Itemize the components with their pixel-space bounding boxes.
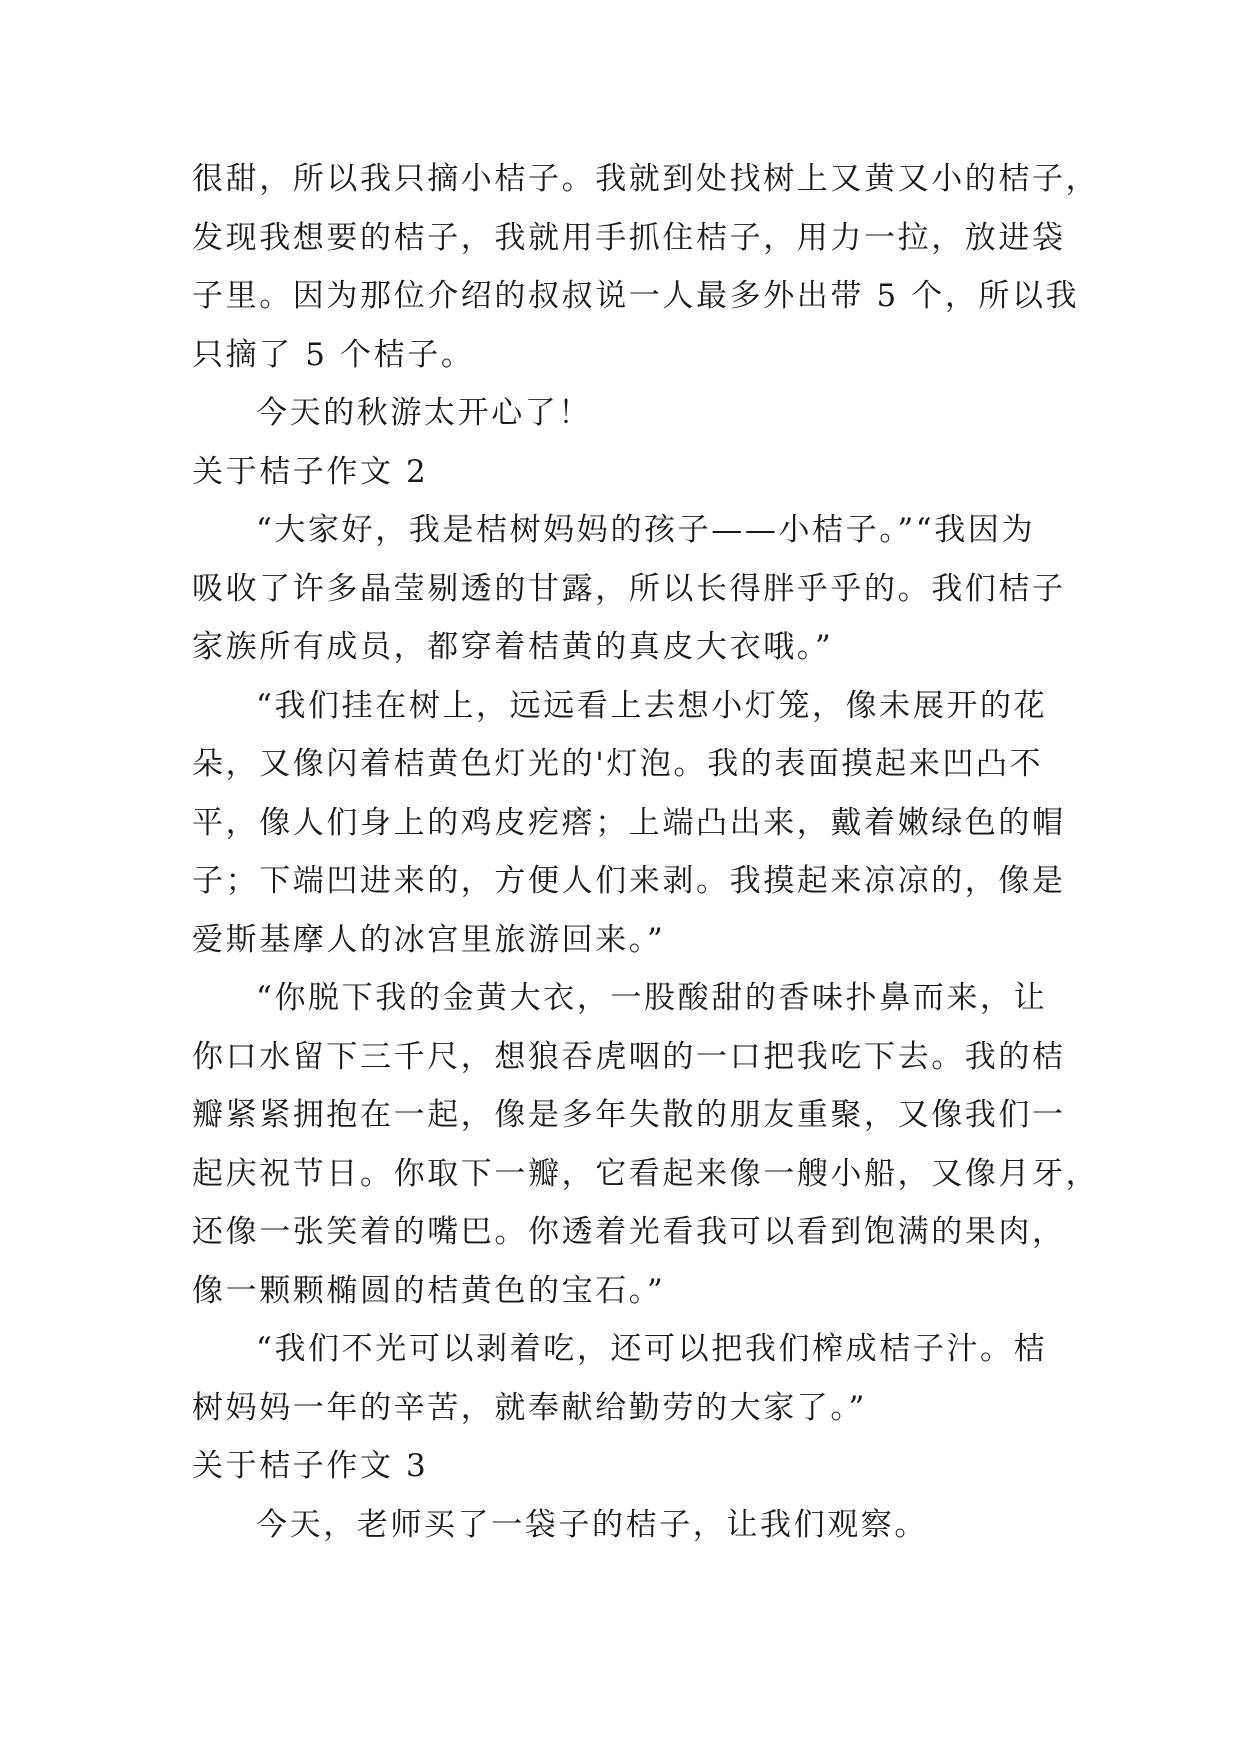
text-line: 发现我想要的桔子，我就用手抓住桔子，用力一拉，放进袋: [192, 219, 1066, 256]
text-line: 起庆祝节日。你取下一瓣，它看起来像一艘小船，又像月牙，: [192, 1155, 1100, 1192]
text-line: 家族所有成员，都穿着桔黄的真皮大衣哦。”: [192, 629, 834, 665]
section-heading: 关于桔子作文 3: [192, 1448, 429, 1484]
text-line: 很甜，所以我只摘小桔子。我就到处找树上又黄又小的桔子，: [192, 161, 1100, 197]
text-line: 还像一张笑着的嘴巴。你透着光看我可以看到饱满的果肉，: [192, 1214, 1066, 1250]
text-line: 瓣紧紧拥抱在一起，像是多年失散的朋友重聚，又像我们一: [192, 1097, 1066, 1133]
text-line: 子里。因为那位介绍的叔叔说一人最多外出带 5 个，所以我: [192, 278, 1080, 314]
text-line: 你口水留下三千尺，想狼吞虎咽的一口把我吃下去。我的桔: [192, 1038, 1066, 1075]
paragraph-line: “我们挂在树上，远远看上去想小灯笼，像未展开的花: [256, 687, 1048, 724]
section-heading: 关于桔子作文 2: [192, 453, 429, 490]
text-line: 像一颗颗椭圆的桔黄色的宝石。”: [192, 1272, 666, 1309]
paragraph-line: “你脱下我的金黄大衣，一股酸甜的香味扑鼻而来，让: [256, 980, 1048, 1016]
text-line: 只摘了 5 个桔子。: [192, 336, 475, 373]
text-line: 子；下端凹进来的，方便人们来剥。我摸起来凉凉的，像是: [192, 863, 1066, 899]
document-page: [192, 150, 1100, 1554]
paragraph-line: “我们不光可以剥着吃，还可以把我们榨成桔子汁。桔: [256, 1331, 1048, 1367]
paragraph-line: 今天，老师买了一袋子的桔子，让我们观察。: [256, 1506, 928, 1543]
paragraph-line: 今天的秋游太开心了！: [256, 395, 592, 431]
text-line: 平，像人们身上的鸡皮疙瘩；上端凸出来，戴着嫩绿色的帽: [192, 804, 1066, 841]
text-line: 树妈妈一年的辛苦，就奉献给勤劳的大家了。”: [192, 1389, 867, 1426]
text-line: 爱斯基摩人的冰宫里旅游回来。”: [192, 921, 666, 958]
text-line: 吸收了许多晶莹剔透的甘露，所以长得胖乎乎的。我们桔子: [192, 570, 1066, 607]
text-line: 朵，又像闪着桔黄色灯光的'灯泡。我的表面摸起来凹凸不: [192, 746, 1044, 782]
paragraph-line: “大家好，我是桔树妈妈的孩子——小桔子。”“我因为: [256, 512, 1036, 548]
